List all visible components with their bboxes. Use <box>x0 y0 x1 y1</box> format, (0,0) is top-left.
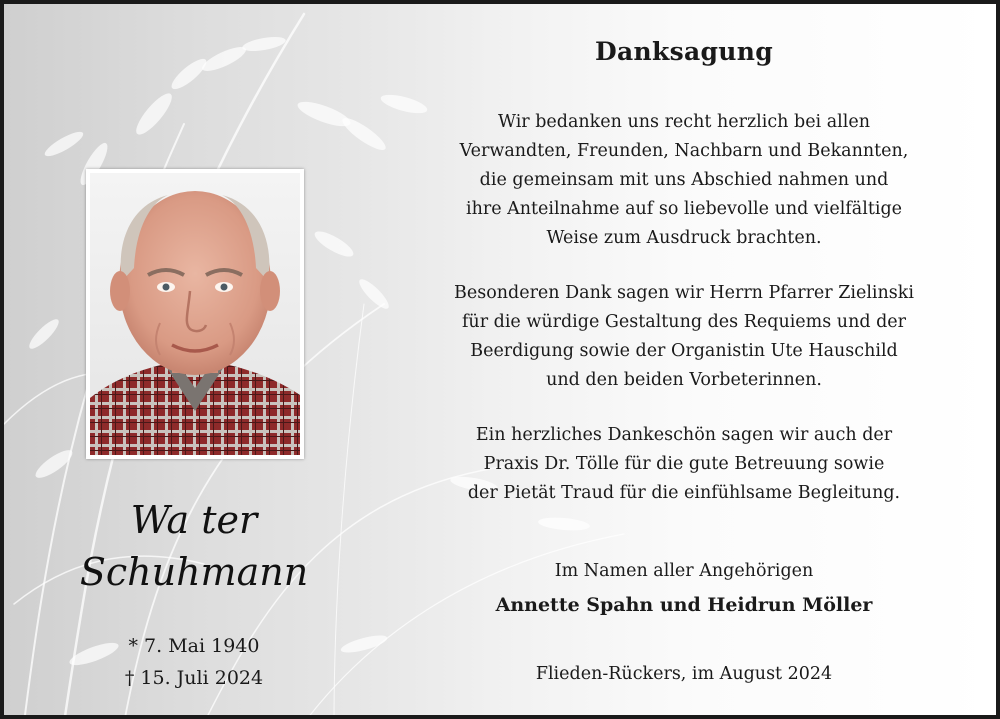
paragraph-line: Beerdigung sowie der Organistin Ute Hauschild <box>470 341 898 361</box>
paragraph-line: für die würdige Gestaltung des Requiems und der <box>461 312 907 332</box>
paragraph-line: die gemeinsam mit uns Abschied nahmen und <box>479 170 889 190</box>
deceased-name <box>74 494 314 598</box>
signers: Annette Spahn und Heidrun Möller <box>495 594 873 616</box>
deceased-last-name: Schuhmann <box>79 550 309 594</box>
paragraph-line: Verwandten, Freunden, Nachbarn und Bekannten, <box>459 141 909 161</box>
paragraph-line: Praxis Dr. Tölle für die gute Betreuung sowie <box>483 454 885 474</box>
paragraph-line: und den beiden Vorbeterinnen. <box>546 370 822 390</box>
paragraph-line: Wir bedanken uns recht herzlich bei allen <box>498 112 870 132</box>
paragraph-line: Besonderen Dank sagen wir Herrn Pfarrer Zielinski <box>454 283 914 303</box>
paragraph-line: Weise zum Ausdruck brachten. <box>546 228 822 248</box>
thanks-paragraph-1 <box>399 108 969 253</box>
place-and-date: Flieden-Rückers, im August 2024 <box>535 664 833 684</box>
thanks-paragraph-2 <box>399 279 969 395</box>
thanks-paragraph-3 <box>399 421 969 508</box>
page-title: Danksagung <box>595 37 773 66</box>
birth-date: * 7. Mai 1940 <box>128 635 260 657</box>
closing-line: Im Namen aller Angehörigen <box>554 561 814 581</box>
paragraph-line: ihre Anteilnahme auf so liebevolle und vielfältige <box>465 199 903 219</box>
life-dates <box>84 630 304 694</box>
death-date: † 15. Juli 2024 <box>124 667 264 689</box>
portrait-photo-frame <box>86 169 304 459</box>
deceased-first-name: Wa ter <box>130 498 258 542</box>
thanks-text-column <box>399 34 969 534</box>
portrait-photo <box>90 173 300 455</box>
paragraph-line: der Pietät Traud für die einfühlsame Begleitung. <box>467 483 901 503</box>
paragraph-line: Ein herzliches Dankeschön sagen wir auch der <box>475 425 893 445</box>
